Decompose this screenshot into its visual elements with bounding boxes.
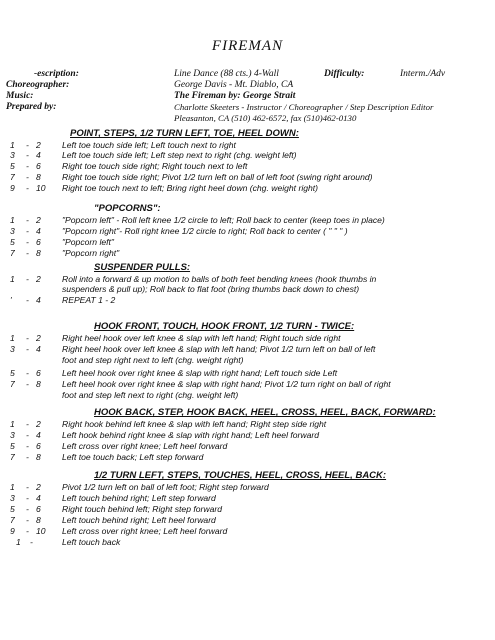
count-end: 2 xyxy=(36,140,41,150)
count-start: 3 xyxy=(10,150,15,160)
count-end: 4 xyxy=(36,493,41,503)
count-dash: - xyxy=(26,183,29,193)
page-title: FIREMAN xyxy=(211,38,284,54)
step-description: foot and step right next to left (chg. weight right) xyxy=(62,355,244,365)
step-description: Left toe touch side left; Left step next to right (chg. weight left) xyxy=(62,150,297,160)
music-value: The Fireman by: George Strait xyxy=(174,91,296,101)
count-start: 1 xyxy=(10,274,15,284)
count-start: 5 xyxy=(10,368,15,378)
step-description: Left cross over right knee; Left heel forward xyxy=(62,526,228,536)
count-start: 1 xyxy=(10,482,15,492)
step-description: Left toe touch side left; Left touch next to right xyxy=(62,140,236,150)
count-start: 7 xyxy=(10,248,15,258)
count-dash: - xyxy=(26,482,29,492)
step-description: Left touch behind right; Left heel forward xyxy=(62,515,216,525)
section-title: SUSPENDER PULLS: xyxy=(94,262,191,273)
contact-value: Pleasanton, CA (510) 462-6572, fax (510)462-0130 xyxy=(174,113,357,123)
count-dash: - xyxy=(26,515,29,525)
count-start: 5 xyxy=(10,504,15,514)
count-dash: - xyxy=(26,161,29,171)
count-end: 6 xyxy=(36,368,41,378)
step-description: REPEAT 1 - 2 xyxy=(62,295,116,305)
step-description: Right hook behind left knee & slap with left hand; Right step side right xyxy=(62,419,327,429)
count-dash: - xyxy=(26,441,29,451)
count-dash: - xyxy=(26,274,29,284)
count-dash: - xyxy=(26,333,29,343)
step-description: "Popcorn left" xyxy=(62,237,114,247)
step-description: Left touch behind right; Left step forward xyxy=(62,493,216,503)
step-description: Right toe touch next to left; Bring right heel down (chg. weight right) xyxy=(62,183,319,193)
count-end: 6 xyxy=(36,441,41,451)
difficulty-value: Interm./Adv xyxy=(400,69,446,79)
count-start: 9 xyxy=(10,526,15,536)
count-start: 1 xyxy=(10,419,15,429)
count-dash: - xyxy=(26,295,29,305)
difficulty-label: Difficulty: xyxy=(324,69,365,79)
count-start: 3 xyxy=(10,430,15,440)
count-start: 5 xyxy=(10,441,15,451)
count-dash: - xyxy=(26,172,29,182)
step-description: Right toe touch side right; Right touch next to left xyxy=(62,161,248,171)
step-description: Left hook behind right knee & slap with right hand; Left heel forward xyxy=(62,430,320,440)
step-description: Roll into a forward & up motion to balls of both feet bending knees (hook thumbs in xyxy=(62,274,377,284)
count-start: 3 xyxy=(10,493,15,503)
count-dash: - xyxy=(30,537,33,547)
count-start: 1 xyxy=(16,537,21,547)
count-dash: - xyxy=(26,248,29,258)
music-label: Music: xyxy=(6,91,34,101)
prepared-by-value: Charlotte Skeeters - Instructor / Choreographer / Step Description Editor xyxy=(174,102,434,112)
count-start: 3 xyxy=(10,226,15,236)
count-dash: - xyxy=(26,526,29,536)
count-end: 8 xyxy=(36,452,41,462)
count-end: 6 xyxy=(36,161,41,171)
count-start: 3 xyxy=(10,344,15,354)
count-end: 2 xyxy=(36,333,41,343)
count-start: 1 xyxy=(10,333,15,343)
count-end: 4 xyxy=(36,150,41,160)
section-title: HOOK FRONT, TOUCH, HOOK FRONT, 1/2 TURN - TWICE: xyxy=(94,321,355,332)
count-start: 7 xyxy=(10,515,15,525)
step-description: Left heel hook over right knee & slap with right hand; Pivot 1/2 turn right on ball of right xyxy=(62,379,391,389)
count-end: 6 xyxy=(36,504,41,514)
count-dash: - xyxy=(26,237,29,247)
section-title: HOOK BACK, STEP, HOOK BACK, HEEL, CROSS, HEEL, BACK, FORWARD: xyxy=(94,407,436,418)
count-start: 5 xyxy=(10,237,15,247)
section-title: "POPCORNS": xyxy=(94,203,161,214)
count-end: 2 xyxy=(36,419,41,429)
count-dash: - xyxy=(26,226,29,236)
count-dash: - xyxy=(26,493,29,503)
step-description: Right touch behind left; Right step forward xyxy=(62,504,223,514)
step-description: Right heel hook over left knee & slap with left hand; Pivot 1/2 turn left on ball of left xyxy=(62,344,376,354)
count-end: 6 xyxy=(36,237,41,247)
prepared-by-label: Prepared by: xyxy=(6,102,57,112)
section-title: 1/2 TURN LEFT, STEPS, TOUCHES, HEEL, CROSS, HEEL, BACK: xyxy=(94,470,387,481)
count-end: 2 xyxy=(36,215,41,225)
count-start: 7 xyxy=(10,452,15,462)
step-description: "Popcorn right"- Roll right knee 1/2 circle to right; Roll back to center ( " " " ) xyxy=(62,226,348,236)
count-dash: - xyxy=(26,368,29,378)
count-end: 4 xyxy=(36,344,41,354)
step-description: Right heel hook over left knee & slap with left hand; Right touch side right xyxy=(62,333,341,343)
step-description: Left heel hook over right knee & slap with right hand; Left touch side Left xyxy=(62,368,338,378)
count-start: 1 xyxy=(10,215,15,225)
count-dash: - xyxy=(26,419,29,429)
count-end: 2 xyxy=(36,482,41,492)
count-dash: - xyxy=(26,215,29,225)
count-start: 7 xyxy=(10,379,15,389)
count-end: 4 xyxy=(36,295,41,305)
count-dash: - xyxy=(26,150,29,160)
count-end: 4 xyxy=(36,430,41,440)
choreographer-label: Choreographer: xyxy=(6,80,70,90)
count-end: 8 xyxy=(36,248,41,258)
count-start: 1 xyxy=(10,140,15,150)
count-end: 8 xyxy=(36,379,41,389)
count-start: 9 xyxy=(10,183,15,193)
step-description: Left cross over right knee; Left heel forward xyxy=(62,441,228,451)
count-start: 7 xyxy=(10,172,15,182)
step-description: "Popcorn right" xyxy=(62,248,120,258)
count-dash: - xyxy=(26,504,29,514)
step-description: foot and step left next to right (chg. weight left) xyxy=(62,390,239,400)
step-description: Right toe touch side right; Pivot 1/2 turn left on ball of left foot (swing right around) xyxy=(62,172,373,182)
step-description: suspenders & pull up); Roll back to flat foot (bring thumbs back down to chest) xyxy=(62,284,360,294)
description-value: Line Dance (88 cts.) 4-Wall xyxy=(174,69,279,79)
count-end: 10 xyxy=(36,526,46,536)
count-dash: - xyxy=(26,452,29,462)
count-dash: - xyxy=(26,430,29,440)
choreographer-value: George Davis - Mt. Diablo, CA xyxy=(174,80,294,90)
step-description: "Popcorn left" - Roll left knee 1/2 circle to left; Roll back to center (keep toes in place) xyxy=(62,215,385,225)
section-title: POINT, STEPS, 1/2 TURN LEFT, TOE, HEEL DOWN: xyxy=(70,128,299,139)
count-dash: - xyxy=(26,379,29,389)
count-dash: - xyxy=(26,344,29,354)
count-end: 4 xyxy=(36,226,41,236)
count-end: 2 xyxy=(36,274,41,284)
description-label: -escription: xyxy=(34,69,79,79)
step-description: Left touch back xyxy=(62,537,121,547)
step-description: Pivot 1/2 turn left on ball of left foot; Right step forward xyxy=(62,482,269,492)
count-end: 10 xyxy=(36,183,46,193)
count-start: ' xyxy=(10,295,12,305)
count-dash: - xyxy=(26,140,29,150)
count-end: 8 xyxy=(36,172,41,182)
count-end: 8 xyxy=(36,515,41,525)
count-start: 5 xyxy=(10,161,15,171)
step-description: Left toe touch back; Left step forward xyxy=(62,452,204,462)
